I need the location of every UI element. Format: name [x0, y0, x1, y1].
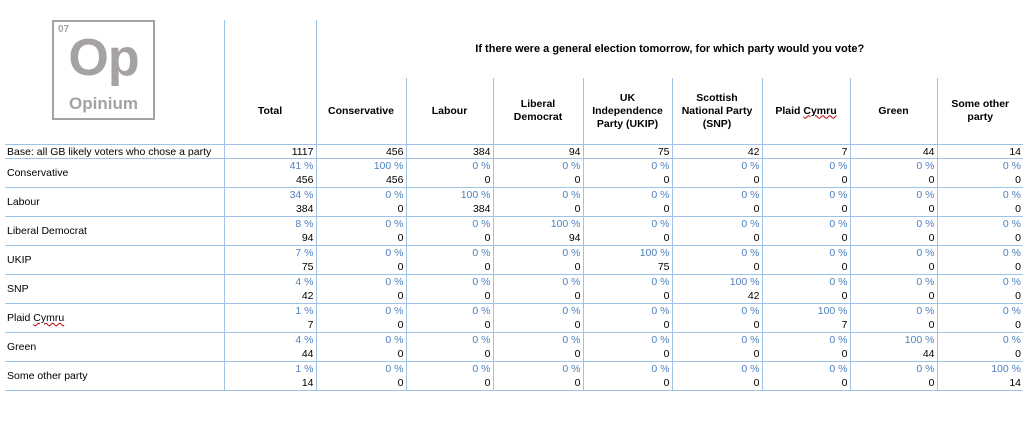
count-cell: 0	[762, 231, 850, 246]
percent-cell: 0 %	[406, 333, 493, 348]
count-cell: 0	[316, 202, 406, 217]
percent-cell: 0 %	[762, 159, 850, 174]
count-cell: 0	[493, 289, 583, 304]
base-value: 44	[850, 145, 937, 159]
column-header: Liberal Democrat	[493, 78, 583, 145]
logo-number: 07	[58, 24, 70, 35]
percent-cell: 100 %	[850, 333, 937, 348]
row-label: Green	[5, 333, 224, 362]
row-label: Labour	[5, 188, 224, 217]
percent-cell: 7 %	[224, 246, 316, 261]
count-cell: 0	[762, 376, 850, 391]
count-cell: 0	[937, 260, 1023, 275]
count-cell: 0	[762, 260, 850, 275]
percent-cell: 0 %	[672, 159, 762, 174]
count-cell: 0	[937, 202, 1023, 217]
count-cell: 0	[850, 376, 937, 391]
percent-cell: 0 %	[493, 304, 583, 319]
count-cell: 0	[493, 260, 583, 275]
percent-cell: 100 %	[762, 304, 850, 319]
base-value: 94	[493, 145, 583, 159]
count-cell: 0	[493, 347, 583, 362]
percent-cell: 0 %	[762, 362, 850, 377]
count-cell: 0	[406, 231, 493, 246]
percent-cell: 0 %	[937, 159, 1023, 174]
count-cell: 0	[672, 318, 762, 333]
count-cell: 0	[406, 260, 493, 275]
percent-cell: 0 %	[316, 217, 406, 232]
percent-cell: 0 %	[493, 275, 583, 290]
count-cell: 0	[937, 173, 1023, 188]
count-cell: 0	[850, 202, 937, 217]
table-row	[5, 304, 1023, 319]
count-cell: 0	[493, 173, 583, 188]
percent-cell: 0 %	[850, 275, 937, 290]
count-cell: 0	[850, 173, 937, 188]
percent-cell: 0 %	[850, 362, 937, 377]
count-cell: 0	[762, 289, 850, 304]
count-cell: 14	[224, 376, 316, 391]
percent-cell: 1 %	[224, 362, 316, 377]
count-cell: 0	[937, 318, 1023, 333]
column-header: Some other party	[937, 78, 1023, 145]
base-row	[5, 145, 1023, 159]
count-cell: 94	[224, 231, 316, 246]
percent-cell: 0 %	[672, 217, 762, 232]
percent-cell: 4 %	[224, 275, 316, 290]
percent-cell: 0 %	[850, 159, 937, 174]
percent-cell: 0 %	[762, 333, 850, 348]
count-cell: 0	[406, 347, 493, 362]
percent-cell: 100 %	[316, 159, 406, 174]
percent-cell: 0 %	[316, 304, 406, 319]
count-cell: 0	[672, 202, 762, 217]
percent-cell: 0 %	[406, 362, 493, 377]
count-cell: 0	[406, 376, 493, 391]
count-cell: 0	[493, 376, 583, 391]
row-label: Plaid Cymru	[5, 304, 224, 333]
count-cell: 94	[493, 231, 583, 246]
count-cell: 0	[937, 289, 1023, 304]
count-cell: 0	[583, 289, 672, 304]
question-row	[5, 20, 1023, 78]
percent-cell: 0 %	[583, 159, 672, 174]
count-cell: 44	[850, 347, 937, 362]
count-cell: 0	[672, 260, 762, 275]
percent-cell: 34 %	[224, 188, 316, 203]
count-cell: 0	[316, 260, 406, 275]
column-header: Conservative	[316, 78, 406, 145]
count-cell: 0	[316, 289, 406, 304]
count-cell: 384	[406, 202, 493, 217]
percent-cell: 0 %	[672, 304, 762, 319]
percent-cell: 0 %	[850, 246, 937, 261]
percent-cell: 0 %	[850, 188, 937, 203]
row-label: UKIP	[5, 246, 224, 275]
count-cell: 0	[316, 231, 406, 246]
percent-cell: 100 %	[406, 188, 493, 203]
table-row	[5, 275, 1023, 290]
percent-cell: 0 %	[406, 217, 493, 232]
count-cell: 0	[937, 231, 1023, 246]
count-cell: 0	[583, 347, 672, 362]
column-header: UK Independence Party (UKIP)	[583, 78, 672, 145]
percent-cell: 0 %	[672, 188, 762, 203]
percent-cell: 0 %	[316, 275, 406, 290]
column-header: Total	[224, 78, 316, 145]
count-cell: 0	[316, 347, 406, 362]
count-cell: 0	[937, 347, 1023, 362]
row-label: Liberal Democrat	[5, 217, 224, 246]
percent-cell: 0 %	[762, 188, 850, 203]
percent-cell: 0 %	[762, 217, 850, 232]
table-row	[5, 159, 1023, 174]
count-cell: 0	[583, 376, 672, 391]
table-row	[5, 362, 1023, 377]
percent-cell: 0 %	[493, 362, 583, 377]
percent-cell: 0 %	[583, 188, 672, 203]
percent-cell: 100 %	[583, 246, 672, 261]
count-cell: 42	[672, 289, 762, 304]
percent-cell: 0 %	[316, 362, 406, 377]
percent-cell: 0 %	[493, 159, 583, 174]
table-row	[5, 246, 1023, 261]
count-cell: 0	[583, 231, 672, 246]
count-cell: 0	[583, 318, 672, 333]
count-cell: 0	[850, 289, 937, 304]
count-cell: 44	[224, 347, 316, 362]
percent-cell: 0 %	[583, 217, 672, 232]
row-label: Some other party	[5, 362, 224, 391]
percent-cell: 0 %	[316, 333, 406, 348]
percent-cell: 0 %	[672, 362, 762, 377]
base-value: 456	[316, 145, 406, 159]
percent-cell: 0 %	[937, 217, 1023, 232]
percent-cell: 100 %	[672, 275, 762, 290]
column-header: Green	[850, 78, 937, 145]
count-cell: 0	[493, 202, 583, 217]
percent-cell: 0 %	[493, 246, 583, 261]
row-label-word: Cymru	[33, 312, 65, 324]
logo-symbol: Op	[68, 29, 139, 87]
count-cell: 0	[672, 173, 762, 188]
percent-cell: 0 %	[406, 304, 493, 319]
count-cell: 0	[672, 231, 762, 246]
count-cell: 75	[224, 260, 316, 275]
percent-cell: 1 %	[224, 304, 316, 319]
count-cell: 0	[316, 318, 406, 333]
percent-cell: 0 %	[406, 246, 493, 261]
percent-cell: 0 %	[493, 188, 583, 203]
table-row	[5, 333, 1023, 348]
percent-cell: 100 %	[493, 217, 583, 232]
percent-cell: 0 %	[583, 275, 672, 290]
count-cell: 0	[316, 376, 406, 391]
percent-cell: 0 %	[406, 159, 493, 174]
column-header: Labour	[406, 78, 493, 145]
percent-cell: 0 %	[850, 217, 937, 232]
count-cell: 0	[850, 318, 937, 333]
logo-wordmark: Opinium	[69, 94, 138, 113]
percent-cell: 41 %	[224, 159, 316, 174]
count-cell: 456	[316, 173, 406, 188]
percent-cell: 0 %	[937, 246, 1023, 261]
percent-cell: 0 %	[316, 188, 406, 203]
count-cell: 7	[762, 318, 850, 333]
column-header: Scottish National Party (SNP)	[672, 78, 762, 145]
count-cell: 0	[493, 318, 583, 333]
percent-cell: 8 %	[224, 217, 316, 232]
base-value: 1117	[224, 145, 316, 159]
count-cell: 456	[224, 173, 316, 188]
percent-cell: 0 %	[672, 246, 762, 261]
count-cell: 0	[583, 202, 672, 217]
column-header: Plaid Cymru	[762, 78, 850, 145]
base-label: Base: all GB likely voters who chose a party	[5, 145, 224, 159]
count-cell: 0	[406, 173, 493, 188]
percent-cell: 0 %	[850, 304, 937, 319]
count-cell: 0	[406, 289, 493, 304]
percent-cell: 0 %	[406, 275, 493, 290]
results-table	[5, 20, 1023, 391]
percent-cell: 0 %	[316, 246, 406, 261]
count-cell: 75	[583, 260, 672, 275]
percent-cell: 0 %	[762, 246, 850, 261]
percent-cell: 0 %	[583, 333, 672, 348]
row-label: SNP	[5, 275, 224, 304]
count-cell: 7	[224, 318, 316, 333]
base-value: 7	[762, 145, 850, 159]
table-row	[5, 217, 1023, 232]
opinium-logo	[52, 20, 155, 120]
base-value: 42	[672, 145, 762, 159]
count-cell: 0	[406, 318, 493, 333]
percent-cell: 0 %	[583, 304, 672, 319]
count-cell: 14	[937, 376, 1023, 391]
base-value: 14	[937, 145, 1023, 159]
percent-cell: 100 %	[937, 362, 1023, 377]
count-cell: 0	[850, 231, 937, 246]
column-header-row	[5, 78, 1023, 145]
percent-cell: 0 %	[937, 304, 1023, 319]
base-value: 384	[406, 145, 493, 159]
count-cell: 0	[583, 173, 672, 188]
percent-cell: 0 %	[937, 188, 1023, 203]
question-text: If there were a general election tomorrow, for which party would you vote?	[316, 20, 1023, 78]
question-spacer	[224, 20, 316, 78]
count-cell: 0	[672, 376, 762, 391]
percent-cell: 0 %	[493, 333, 583, 348]
count-cell: 384	[224, 202, 316, 217]
percent-cell: 0 %	[937, 333, 1023, 348]
percent-cell: 0 %	[672, 333, 762, 348]
column-header-word: Cymru	[803, 104, 837, 117]
percent-cell: 0 %	[937, 275, 1023, 290]
table-row	[5, 188, 1023, 203]
count-cell: 0	[850, 260, 937, 275]
count-cell: 0	[672, 347, 762, 362]
percent-cell: 0 %	[583, 362, 672, 377]
percent-cell: 4 %	[224, 333, 316, 348]
count-cell: 42	[224, 289, 316, 304]
count-cell: 0	[762, 202, 850, 217]
table-body	[5, 145, 1023, 391]
count-cell: 0	[762, 347, 850, 362]
row-label: Conservative	[5, 159, 224, 188]
count-cell: 0	[762, 173, 850, 188]
base-value: 75	[583, 145, 672, 159]
percent-cell: 0 %	[762, 275, 850, 290]
